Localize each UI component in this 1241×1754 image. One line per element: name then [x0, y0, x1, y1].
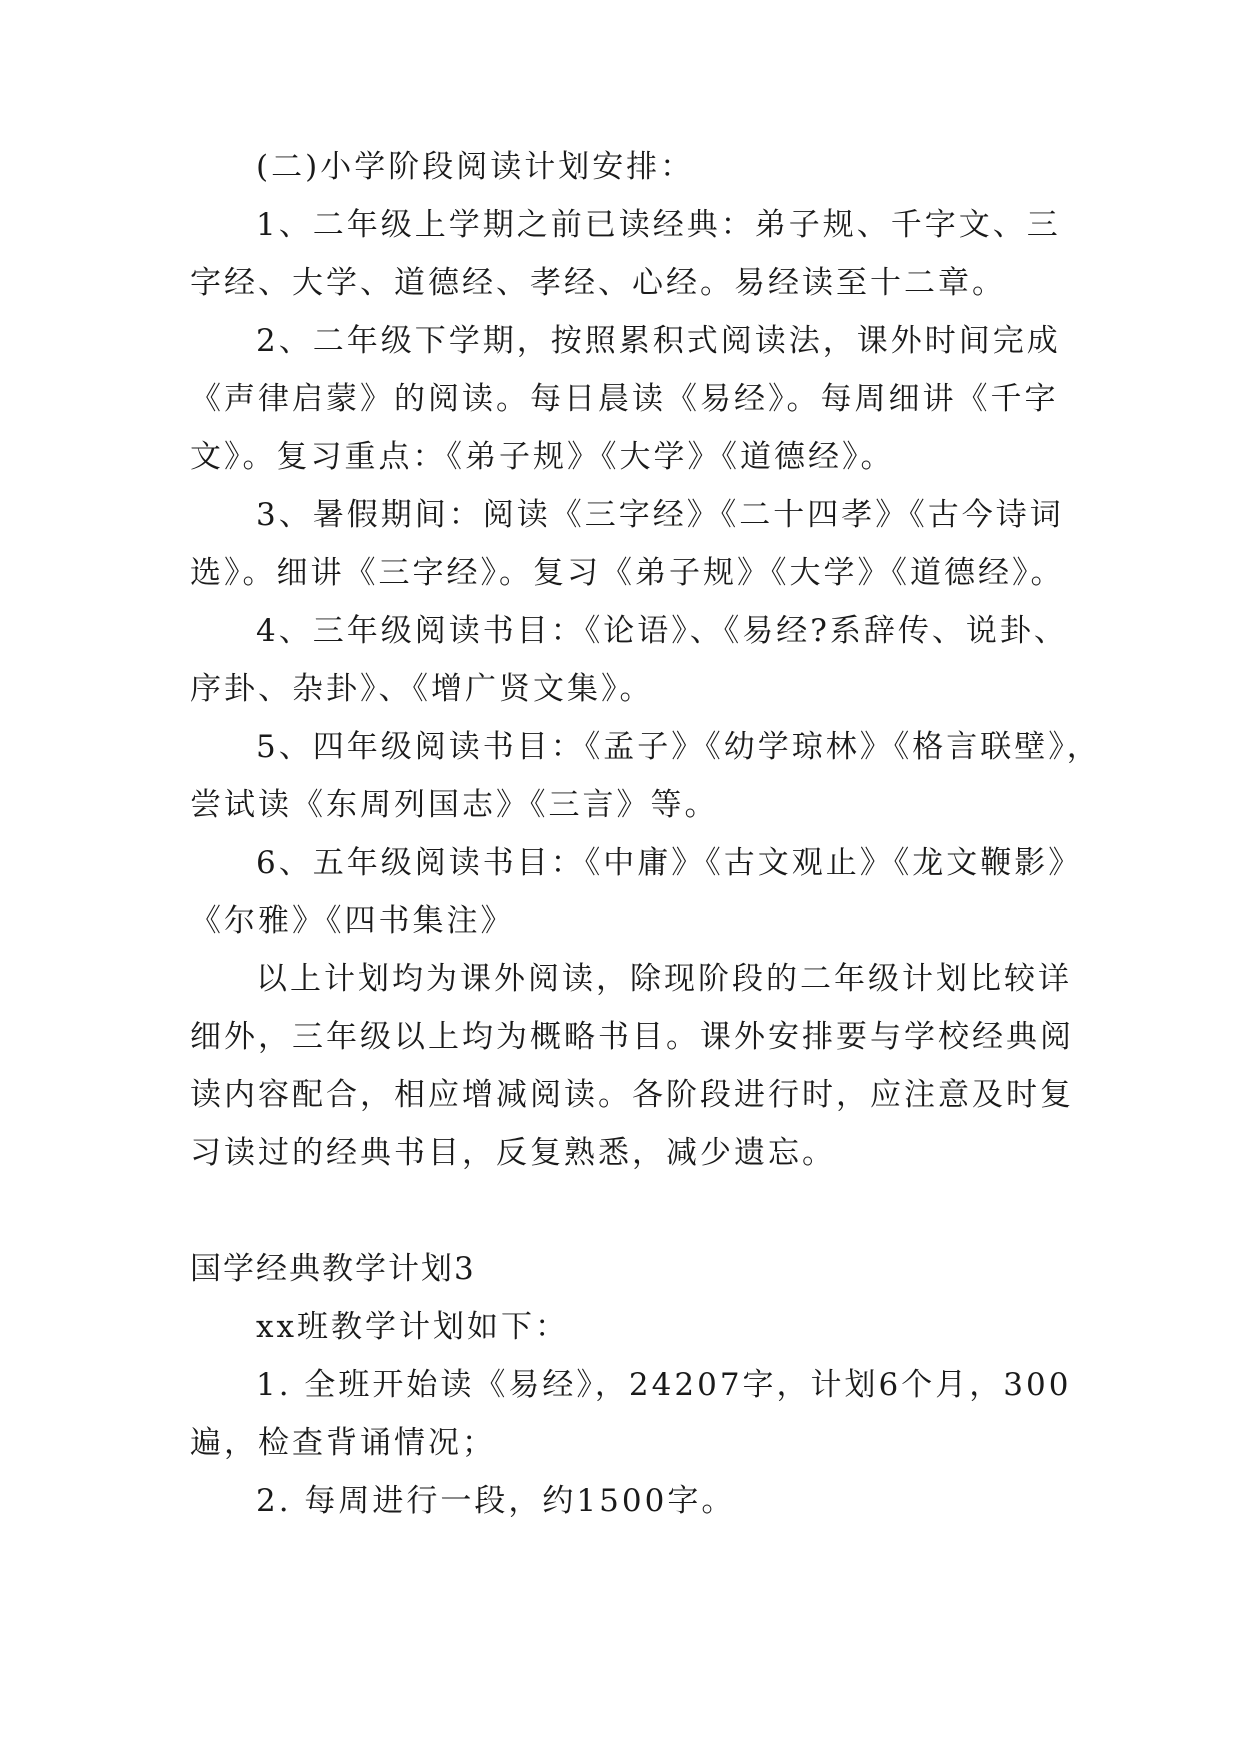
- list-item: [190, 196, 1070, 312]
- list-item: [190, 718, 1101, 834]
- paragraph-line: 字经、大学、道德经、孝经、心经。易经读至十二章。: [190, 265, 1006, 301]
- paragraph-line: 3、暑假期间：阅读《三字经》《二十四孝》《古今诗词: [256, 497, 1064, 533]
- paragraph-line: 选》。细讲《三字经》。复习《弟子规》《大学》《道德经》。: [190, 555, 1065, 591]
- paragraph-line: 1、二年级上学期之前已读经典：弟子规、千字文、三: [256, 207, 1061, 243]
- paragraph-line: 以上计划均为课外阅读，除现阶段的二年级计划比较详: [256, 961, 1072, 997]
- intro-line: xx班教学计划如下：: [256, 1309, 569, 1345]
- section-heading: (二)小学阶段阅读计划安排：: [256, 149, 695, 185]
- paragraph-line: 4、三年级阅读书目：《论语》、《易经?系辞传、说卦、: [256, 613, 1068, 649]
- paragraph-line: 序卦、杂卦》、《增广贤文集》。: [190, 671, 654, 707]
- list-item: [190, 1472, 1070, 1530]
- section-spacer: [190, 1182, 1070, 1240]
- paragraph-line: 遍，检查背诵情况；: [190, 1425, 496, 1461]
- list-item: [190, 1356, 1070, 1472]
- paragraph-line: 《尔雅》《四书集注》: [190, 903, 515, 939]
- paragraph-line: 5、四年级阅读书目：《孟子》《幼学琼林》《格言联壁》，: [256, 729, 1101, 765]
- paragraph-line: 细外，三年级以上均为概略书目。课外安排要与学校经典阅: [190, 1019, 1074, 1055]
- list-item: [190, 312, 1070, 486]
- paragraph-line: 读内容配合，相应增减阅读。各阶段进行时，应注意及时复: [190, 1077, 1074, 1113]
- list-item: [190, 834, 1083, 950]
- summary-paragraph: [190, 950, 1074, 1182]
- paragraph-line: 《声律启蒙》的阅读。每日晨读《易经》。每周细讲《千字: [190, 381, 1059, 417]
- paragraph-line: 文》。复习重点：《弟子规》《大学》《道德经》。: [190, 439, 895, 475]
- section-title: 国学经典教学计划3: [190, 1251, 476, 1287]
- list-item: [190, 602, 1070, 718]
- list-item: [190, 486, 1070, 602]
- paragraph-line: 1. 全班开始读《易经》，24207字，计划6个月，300: [256, 1367, 1072, 1403]
- paragraph-line: 6、五年级阅读书目：《中庸》《古文观止》《龙文鞭影》: [256, 845, 1083, 881]
- document-body: [190, 138, 1101, 1530]
- paragraph-line: 2. 每周进行一段，约1500字。: [256, 1483, 736, 1519]
- paragraph-line: 习读过的经典书目，反复熟悉，减少遗忘。: [190, 1135, 836, 1171]
- paragraph-line: 2、二年级下学期，按照累积式阅读法，课外时间完成: [256, 323, 1061, 359]
- paragraph-line: 尝试读《东周列国志》《三言》等。: [190, 787, 719, 823]
